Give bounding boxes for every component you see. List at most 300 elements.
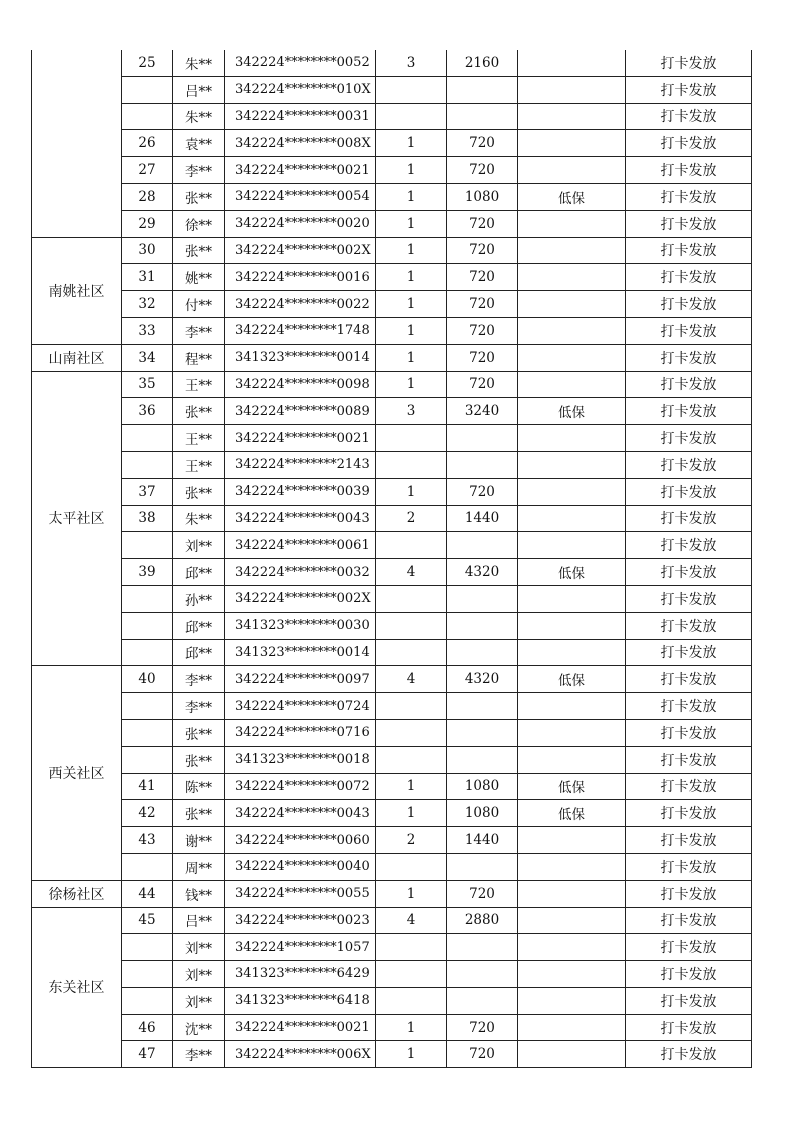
payment-method-cell: 打卡发放 xyxy=(626,451,752,478)
person-name-cell: 刘** xyxy=(173,532,225,559)
household-size-cell: 1 xyxy=(376,800,447,827)
payment-method-cell: 打卡发放 xyxy=(626,532,752,559)
person-name-cell: 周** xyxy=(173,853,225,880)
payment-method-cell: 打卡发放 xyxy=(626,934,752,961)
id-number-cell: 342224********1748 xyxy=(225,317,376,344)
table-row xyxy=(32,317,752,344)
payment-method-cell: 打卡发放 xyxy=(626,237,752,264)
row-number-cell xyxy=(122,746,173,773)
remark-cell: 低保 xyxy=(518,773,626,800)
payment-method-cell: 打卡发放 xyxy=(626,425,752,452)
table-row xyxy=(32,532,752,559)
id-number-cell: 342224********008X xyxy=(225,130,376,157)
row-number-cell: 26 xyxy=(122,130,173,157)
household-size-cell: 4 xyxy=(376,907,447,934)
subsidy-amount-cell: 720 xyxy=(447,1041,518,1068)
id-number-cell: 342224********2143 xyxy=(225,451,376,478)
household-size-cell xyxy=(376,719,447,746)
person-name-cell: 张** xyxy=(173,398,225,425)
payment-method-cell: 打卡发放 xyxy=(626,50,752,76)
id-number-cell: 341323********0018 xyxy=(225,746,376,773)
subsidy-amount-cell: 720 xyxy=(447,210,518,237)
household-size-cell: 3 xyxy=(376,398,447,425)
table-row xyxy=(32,478,752,505)
remark-cell xyxy=(518,371,626,398)
payment-method-cell: 打卡发放 xyxy=(626,317,752,344)
subsidy-amount-cell xyxy=(447,639,518,666)
subsidy-amount-cell: 2160 xyxy=(447,50,518,76)
row-number-cell: 42 xyxy=(122,800,173,827)
row-number-cell: 44 xyxy=(122,880,173,907)
payment-method-cell: 打卡发放 xyxy=(626,210,752,237)
id-number-cell: 342224********0043 xyxy=(225,505,376,532)
id-number-cell: 342224********0040 xyxy=(225,853,376,880)
remark-cell xyxy=(518,639,626,666)
payment-method-cell: 打卡发放 xyxy=(626,746,752,773)
payment-method-cell: 打卡发放 xyxy=(626,157,752,184)
remark-cell xyxy=(518,585,626,612)
remark-cell: 低保 xyxy=(518,398,626,425)
table-row xyxy=(32,612,752,639)
row-number-cell: 25 xyxy=(122,50,173,76)
payment-method-cell: 打卡发放 xyxy=(626,478,752,505)
row-number-cell xyxy=(122,532,173,559)
household-size-cell: 2 xyxy=(376,505,447,532)
table-row xyxy=(32,183,752,210)
remark-cell xyxy=(518,478,626,505)
payment-method-cell: 打卡发放 xyxy=(626,987,752,1014)
person-name-cell: 刘** xyxy=(173,987,225,1014)
id-number-cell: 342224********006X xyxy=(225,1041,376,1068)
remark-cell: 低保 xyxy=(518,666,626,693)
row-number-cell xyxy=(122,425,173,452)
remark-cell xyxy=(518,612,626,639)
household-size-cell: 1 xyxy=(376,183,447,210)
household-size-cell xyxy=(376,987,447,1014)
row-number-cell: 28 xyxy=(122,183,173,210)
row-number-cell: 31 xyxy=(122,264,173,291)
household-size-cell: 1 xyxy=(376,130,447,157)
table-row xyxy=(32,130,752,157)
person-name-cell: 姚** xyxy=(173,264,225,291)
row-number-cell xyxy=(122,719,173,746)
row-number-cell: 39 xyxy=(122,559,173,586)
table-row xyxy=(32,398,752,425)
id-number-cell: 342224********0072 xyxy=(225,773,376,800)
payment-method-cell: 打卡发放 xyxy=(626,612,752,639)
person-name-cell: 吕** xyxy=(173,76,225,103)
row-number-cell xyxy=(122,853,173,880)
table-row xyxy=(32,291,752,318)
row-number-cell: 45 xyxy=(122,907,173,934)
payment-method-cell: 打卡发放 xyxy=(626,291,752,318)
payment-method-cell: 打卡发放 xyxy=(626,907,752,934)
remark-cell xyxy=(518,237,626,264)
subsidy-amount-cell: 720 xyxy=(447,1014,518,1041)
subsidy-amount-cell xyxy=(447,719,518,746)
remark-cell xyxy=(518,103,626,130)
person-name-cell: 张** xyxy=(173,478,225,505)
table-row xyxy=(32,50,752,76)
person-name-cell: 邱** xyxy=(173,639,225,666)
row-number-cell: 35 xyxy=(122,371,173,398)
community-cell: 徐杨社区 xyxy=(32,880,122,907)
payment-method-cell: 打卡发放 xyxy=(626,103,752,130)
payment-method-cell: 打卡发放 xyxy=(626,773,752,800)
id-number-cell: 341323********6429 xyxy=(225,961,376,988)
person-name-cell: 朱** xyxy=(173,50,225,76)
remark-cell xyxy=(518,961,626,988)
payment-method-cell: 打卡发放 xyxy=(626,183,752,210)
row-number-cell: 30 xyxy=(122,237,173,264)
subsidy-amount-cell xyxy=(447,103,518,130)
row-number-cell: 36 xyxy=(122,398,173,425)
remark-cell xyxy=(518,934,626,961)
payment-method-cell: 打卡发放 xyxy=(626,1014,752,1041)
id-number-cell: 342224********0052 xyxy=(225,50,376,76)
payment-method-cell: 打卡发放 xyxy=(626,639,752,666)
remark-cell xyxy=(518,157,626,184)
table-row xyxy=(32,934,752,961)
remark-cell xyxy=(518,532,626,559)
subsidy-amount-cell xyxy=(447,532,518,559)
payment-method-cell: 打卡发放 xyxy=(626,76,752,103)
household-size-cell: 1 xyxy=(376,237,447,264)
payment-method-cell: 打卡发放 xyxy=(626,371,752,398)
table-row xyxy=(32,103,752,130)
person-name-cell: 张** xyxy=(173,183,225,210)
payment-method-cell: 打卡发放 xyxy=(626,853,752,880)
subsidy-amount-cell: 4320 xyxy=(447,559,518,586)
payment-method-cell: 打卡发放 xyxy=(626,585,752,612)
id-number-cell: 342224********0724 xyxy=(225,693,376,720)
household-size-cell xyxy=(376,639,447,666)
id-number-cell: 342224********0055 xyxy=(225,880,376,907)
person-name-cell: 王** xyxy=(173,425,225,452)
roster-table xyxy=(31,50,752,1068)
table-row xyxy=(32,800,752,827)
household-size-cell: 1 xyxy=(376,317,447,344)
remark-cell xyxy=(518,76,626,103)
id-number-cell: 341323********0014 xyxy=(225,344,376,371)
person-name-cell: 吕** xyxy=(173,907,225,934)
table-row xyxy=(32,237,752,264)
id-number-cell: 342224********1057 xyxy=(225,934,376,961)
payment-method-cell: 打卡发放 xyxy=(626,666,752,693)
household-size-cell: 1 xyxy=(376,264,447,291)
community-cell: 西关社区 xyxy=(32,666,122,880)
row-number-cell: 34 xyxy=(122,344,173,371)
id-number-cell: 342224********002X xyxy=(225,585,376,612)
id-number-cell: 342224********0022 xyxy=(225,291,376,318)
household-size-cell: 2 xyxy=(376,827,447,854)
person-name-cell: 张** xyxy=(173,237,225,264)
person-name-cell: 张** xyxy=(173,800,225,827)
id-number-cell: 341323********0014 xyxy=(225,639,376,666)
household-size-cell: 1 xyxy=(376,157,447,184)
row-number-cell: 47 xyxy=(122,1041,173,1068)
remark-cell xyxy=(518,1014,626,1041)
table-row xyxy=(32,827,752,854)
table-row xyxy=(32,371,752,398)
person-name-cell: 袁** xyxy=(173,130,225,157)
id-number-cell: 342224********0021 xyxy=(225,1014,376,1041)
id-number-cell: 342224********0054 xyxy=(225,183,376,210)
row-number-cell: 46 xyxy=(122,1014,173,1041)
remark-cell xyxy=(518,130,626,157)
community-cell: 东关社区 xyxy=(32,907,122,1068)
row-number-cell: 43 xyxy=(122,827,173,854)
remark-cell xyxy=(518,907,626,934)
id-number-cell: 342224********0061 xyxy=(225,532,376,559)
table-row xyxy=(32,773,752,800)
household-size-cell: 4 xyxy=(376,666,447,693)
id-number-cell: 342224********0016 xyxy=(225,264,376,291)
row-number-cell: 33 xyxy=(122,317,173,344)
payment-method-cell: 打卡发放 xyxy=(626,719,752,746)
subsidy-amount-cell: 3240 xyxy=(447,398,518,425)
table-row xyxy=(32,719,752,746)
person-name-cell: 邱** xyxy=(173,612,225,639)
household-size-cell: 1 xyxy=(376,880,447,907)
household-size-cell: 1 xyxy=(376,344,447,371)
person-name-cell: 王** xyxy=(173,371,225,398)
table-row xyxy=(32,585,752,612)
person-name-cell: 李** xyxy=(173,693,225,720)
table-row xyxy=(32,693,752,720)
subsidy-amount-cell: 720 xyxy=(447,291,518,318)
subsidy-amount-cell xyxy=(447,746,518,773)
household-size-cell xyxy=(376,451,447,478)
table-row xyxy=(32,666,752,693)
subsidy-amount-cell: 4320 xyxy=(447,666,518,693)
payment-method-cell: 打卡发放 xyxy=(626,961,752,988)
table-row xyxy=(32,961,752,988)
table-row xyxy=(32,559,752,586)
household-size-cell: 1 xyxy=(376,371,447,398)
household-size-cell xyxy=(376,103,447,130)
table-row xyxy=(32,76,752,103)
table-row xyxy=(32,746,752,773)
row-number-cell xyxy=(122,693,173,720)
table-row xyxy=(32,853,752,880)
subsidy-amount-cell xyxy=(447,693,518,720)
remark-cell xyxy=(518,210,626,237)
remark-cell xyxy=(518,344,626,371)
household-size-cell xyxy=(376,425,447,452)
person-name-cell: 沈** xyxy=(173,1014,225,1041)
table-row xyxy=(32,344,752,371)
subsidy-amount-cell: 720 xyxy=(447,157,518,184)
person-name-cell: 钱** xyxy=(173,880,225,907)
id-number-cell: 342224********0089 xyxy=(225,398,376,425)
table-row xyxy=(32,1014,752,1041)
id-number-cell: 342224********010X xyxy=(225,76,376,103)
id-number-cell: 342224********0097 xyxy=(225,666,376,693)
household-size-cell xyxy=(376,961,447,988)
household-size-cell: 1 xyxy=(376,773,447,800)
row-number-cell xyxy=(122,961,173,988)
subsidy-amount-cell: 1080 xyxy=(447,183,518,210)
subsidy-amount-cell: 720 xyxy=(447,237,518,264)
subsidy-amount-cell: 1080 xyxy=(447,773,518,800)
remark-cell xyxy=(518,880,626,907)
remark-cell xyxy=(518,827,626,854)
person-name-cell: 朱** xyxy=(173,505,225,532)
person-name-cell: 陈** xyxy=(173,773,225,800)
subsidy-amount-cell: 1440 xyxy=(447,505,518,532)
id-number-cell: 342224********0043 xyxy=(225,800,376,827)
person-name-cell: 刘** xyxy=(173,934,225,961)
household-size-cell xyxy=(376,612,447,639)
row-number-cell: 40 xyxy=(122,666,173,693)
household-size-cell: 4 xyxy=(376,559,447,586)
subsidy-amount-cell xyxy=(447,425,518,452)
payment-method-cell: 打卡发放 xyxy=(626,398,752,425)
row-number-cell xyxy=(122,76,173,103)
roster-body xyxy=(32,50,752,1068)
person-name-cell: 朱** xyxy=(173,103,225,130)
row-number-cell xyxy=(122,103,173,130)
community-cell: 南姚社区 xyxy=(32,237,122,344)
id-number-cell: 342224********0023 xyxy=(225,907,376,934)
subsidy-amount-cell xyxy=(447,585,518,612)
table-row xyxy=(32,505,752,532)
person-name-cell: 邱** xyxy=(173,559,225,586)
person-name-cell: 李** xyxy=(173,157,225,184)
payment-method-cell: 打卡发放 xyxy=(626,800,752,827)
person-name-cell: 李** xyxy=(173,317,225,344)
payment-method-cell: 打卡发放 xyxy=(626,880,752,907)
id-number-cell: 342224********0060 xyxy=(225,827,376,854)
subsidy-amount-cell: 2880 xyxy=(447,907,518,934)
remark-cell xyxy=(518,451,626,478)
id-number-cell: 342224********0031 xyxy=(225,103,376,130)
community-cell: 太平社区 xyxy=(32,371,122,666)
subsidy-amount-cell xyxy=(447,451,518,478)
household-size-cell xyxy=(376,746,447,773)
row-number-cell: 37 xyxy=(122,478,173,505)
id-number-cell: 342224********0021 xyxy=(225,157,376,184)
household-size-cell: 1 xyxy=(376,210,447,237)
row-number-cell: 38 xyxy=(122,505,173,532)
payment-method-cell: 打卡发放 xyxy=(626,559,752,586)
table-row xyxy=(32,1041,752,1068)
table-row xyxy=(32,264,752,291)
id-number-cell: 341323********0030 xyxy=(225,612,376,639)
payment-method-cell: 打卡发放 xyxy=(626,827,752,854)
subsidy-amount-cell: 720 xyxy=(447,317,518,344)
household-size-cell xyxy=(376,853,447,880)
household-size-cell xyxy=(376,76,447,103)
id-number-cell: 342224********002X xyxy=(225,237,376,264)
table-row xyxy=(32,451,752,478)
payment-method-cell: 打卡发放 xyxy=(626,505,752,532)
remark-cell xyxy=(518,719,626,746)
person-name-cell: 孙** xyxy=(173,585,225,612)
table-row xyxy=(32,425,752,452)
remark-cell xyxy=(518,505,626,532)
payment-method-cell: 打卡发放 xyxy=(626,130,752,157)
remark-cell xyxy=(518,291,626,318)
person-name-cell: 付** xyxy=(173,291,225,318)
household-size-cell: 1 xyxy=(376,1041,447,1068)
remark-cell xyxy=(518,50,626,76)
row-number-cell xyxy=(122,639,173,666)
id-number-cell: 342224********0716 xyxy=(225,719,376,746)
person-name-cell: 刘** xyxy=(173,961,225,988)
row-number-cell: 29 xyxy=(122,210,173,237)
payment-method-cell: 打卡发放 xyxy=(626,264,752,291)
payment-method-cell: 打卡发放 xyxy=(626,344,752,371)
id-number-cell: 342224********0032 xyxy=(225,559,376,586)
subsidy-amount-cell xyxy=(447,853,518,880)
subsidy-amount-cell: 720 xyxy=(447,130,518,157)
table-row xyxy=(32,210,752,237)
person-name-cell: 李** xyxy=(173,1041,225,1068)
household-size-cell: 3 xyxy=(376,50,447,76)
subsidy-amount-cell: 720 xyxy=(447,478,518,505)
household-size-cell xyxy=(376,532,447,559)
subsidy-amount-cell xyxy=(447,987,518,1014)
payment-method-cell: 打卡发放 xyxy=(626,693,752,720)
table-row xyxy=(32,157,752,184)
subsidy-amount-cell: 720 xyxy=(447,264,518,291)
person-name-cell: 张** xyxy=(173,719,225,746)
person-name-cell: 程** xyxy=(173,344,225,371)
remark-cell xyxy=(518,746,626,773)
remark-cell xyxy=(518,317,626,344)
person-name-cell: 王** xyxy=(173,451,225,478)
subsidy-amount-cell xyxy=(447,934,518,961)
table-row xyxy=(32,907,752,934)
subsidy-amount-cell: 720 xyxy=(447,371,518,398)
table-row xyxy=(32,880,752,907)
remark-cell: 低保 xyxy=(518,183,626,210)
subsidy-amount-cell xyxy=(447,76,518,103)
id-number-cell: 342224********0039 xyxy=(225,478,376,505)
person-name-cell: 张** xyxy=(173,746,225,773)
remark-cell xyxy=(518,425,626,452)
household-size-cell: 1 xyxy=(376,478,447,505)
subsidy-amount-cell: 1080 xyxy=(447,800,518,827)
person-name-cell: 谢** xyxy=(173,827,225,854)
remark-cell xyxy=(518,853,626,880)
id-number-cell: 342224********0098 xyxy=(225,371,376,398)
household-size-cell xyxy=(376,693,447,720)
remark-cell: 低保 xyxy=(518,800,626,827)
remark-cell xyxy=(518,264,626,291)
id-number-cell: 341323********6418 xyxy=(225,987,376,1014)
payment-method-cell: 打卡发放 xyxy=(626,1041,752,1068)
household-size-cell xyxy=(376,585,447,612)
id-number-cell: 342224********0020 xyxy=(225,210,376,237)
row-number-cell: 32 xyxy=(122,291,173,318)
row-number-cell xyxy=(122,987,173,1014)
subsidy-amount-cell: 1440 xyxy=(447,827,518,854)
subsidy-amount-cell xyxy=(447,961,518,988)
row-number-cell: 41 xyxy=(122,773,173,800)
subsidy-amount-cell: 720 xyxy=(447,880,518,907)
remark-cell xyxy=(518,987,626,1014)
row-number-cell xyxy=(122,451,173,478)
person-name-cell: 徐** xyxy=(173,210,225,237)
row-number-cell: 27 xyxy=(122,157,173,184)
remark-cell xyxy=(518,1041,626,1068)
table-row xyxy=(32,987,752,1014)
household-size-cell xyxy=(376,934,447,961)
household-size-cell: 1 xyxy=(376,1014,447,1041)
